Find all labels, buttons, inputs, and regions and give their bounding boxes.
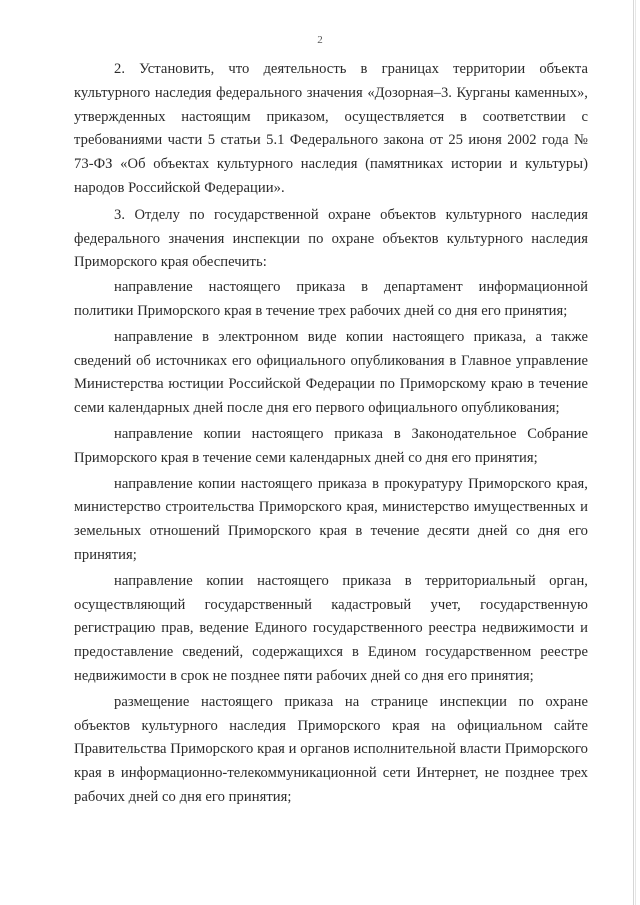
list-item: направление в электронном виде копии настоящего приказа, а также сведений об источниках его официального опубликования в Главное управление Министерства юстиции Российской Федерации по Приморскому краю в течение семи календарных дней после дня его первого официального опубликования; [74,328,588,417]
list-item: направление копии настоящего приказа в прокуратуру Приморского края, министерство строительства Приморского края, министерство имущественных и земельных отношений Приморского края в течение десяти дней со дня его принятия; [74,475,588,563]
list-item: направление копии настоящего приказа в Законодательное Собрание Приморского края в течение семи календарных дней со дня его принятия; [74,425,588,466]
scan-edge-line-secondary [635,0,636,905]
scan-edge-line [633,0,634,905]
paragraph-clause-3: 3. Отделу по государственной охране объектов культурного наследия федерального значения инспекции по охране объектов культурного наследия Приморского края обеспечить: [74,206,588,271]
page-number: 2 [317,34,323,46]
list-item: направление копии настоящего приказа в территориальный орган, осуществляющий государственный кадастровый учет, государственную регистрацию прав, ведение Единого государственного реестра недвижимости и предоставление сведений, содержащихся в Едином государственном реестре недвижимости в срок не позднее пяти рабочих дней со дня его принятия; [74,572,588,684]
list-item: направление настоящего приказа в департамент информационной политики Приморского края в течение трех рабочих дней со дня его принятия; [74,279,588,319]
document-body [74,58,588,812]
list-item: размещение настоящего приказа на странице инспекции по охране объектов культурного наследия Приморского края на официальном сайте Правительства Приморского края и органов исполнительной власти Приморского края в информационно-телекоммуникационной сети Интернет, не позднее трех рабочих дней со дня его принятия; [74,693,588,805]
paragraph-clause-2: 2. Установить, что деятельность в границах территории объекта культурного наследия федерального значения «Дозорная–3. Курганы каменных», утвержденных настоящим приказом, осуществляется в соответствии с требованиями части 5 статьи 5.1 Федерального закона от 25 июня 2002 года № 73-ФЗ «Об объектах культурного наследия (памятниках истории и культуры) народов Российской Федерации». [74,61,588,196]
